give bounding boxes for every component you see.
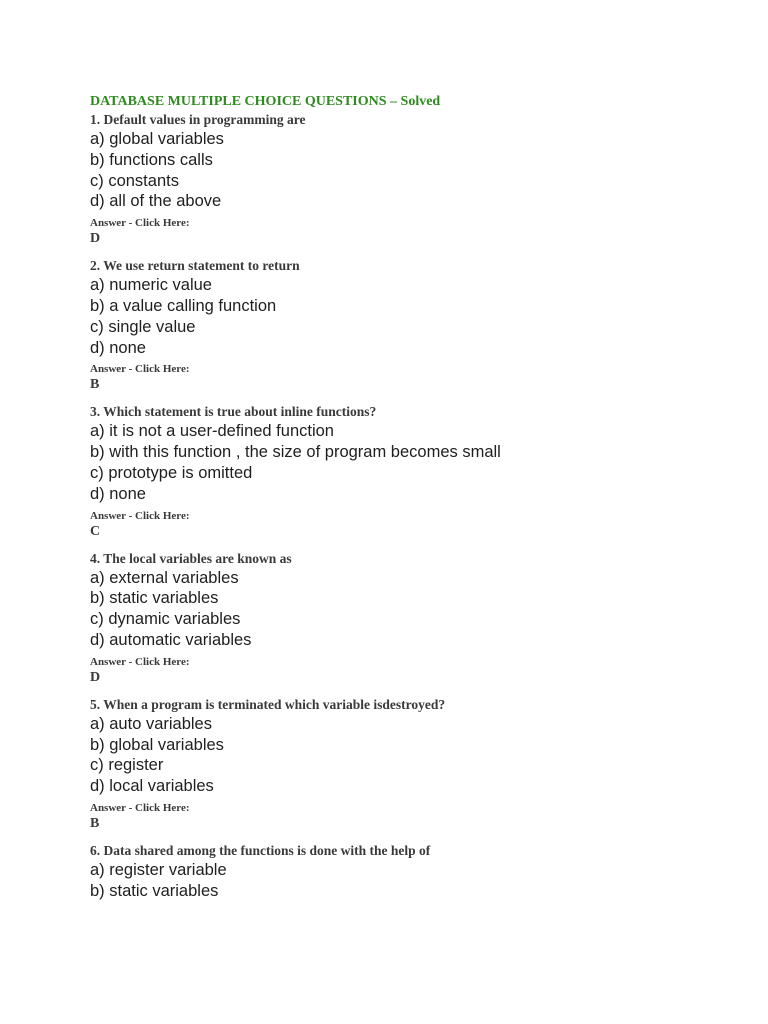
question-text: 4. The local variables are known as [90, 550, 292, 566]
question-text: 2. We use return statement to return [90, 258, 300, 274]
option-b: b) static variables [90, 589, 219, 608]
option-b: b) global variables [90, 735, 224, 754]
question-text: 6. Data shared among the functions is done with the help of [90, 842, 431, 858]
question-4 [90, 550, 730, 687]
spacer [90, 687, 730, 696]
option-a: a) register variable [90, 860, 227, 879]
answer-value: D [90, 669, 101, 685]
answer-value: C [90, 523, 101, 539]
spacer [90, 833, 730, 842]
answer-link[interactable]: Answer - Click Here: [90, 801, 190, 814]
option-d: d) none [90, 338, 146, 357]
answer-link[interactable]: Answer - Click Here: [90, 509, 190, 522]
question-text: 3. Which statement is true about inline functions? [90, 404, 377, 420]
question-text: 1. Default values in programming are [90, 112, 306, 127]
spacer [90, 394, 730, 403]
option-list [90, 275, 730, 358]
question-2 [90, 257, 730, 394]
option-b: b) with this function , the size of program becomes small [90, 443, 501, 462]
answer-value: B [90, 815, 100, 831]
option-d: d) automatic variables [90, 630, 252, 649]
option-c: c) dynamic variables [90, 610, 241, 629]
option-a: a) it is not a user-defined function [90, 422, 334, 441]
answer-link[interactable]: Answer - Click Here: [90, 217, 190, 230]
question-5 [90, 696, 730, 833]
document-page [90, 92, 730, 902]
question-1 [90, 111, 730, 248]
option-b: b) static variables [90, 881, 219, 900]
spacer [90, 248, 730, 257]
question-6 [90, 842, 730, 902]
option-c: c) prototype is omitted [90, 463, 253, 482]
option-list [90, 860, 730, 902]
option-d: d) none [90, 484, 146, 503]
option-b: b) a value calling function [90, 296, 277, 315]
option-list [90, 568, 730, 651]
option-list [90, 421, 730, 504]
answer-value: B [90, 377, 100, 393]
option-c: c) register [90, 756, 164, 775]
answer-link[interactable]: Answer - Click Here: [90, 363, 190, 376]
option-list [90, 714, 730, 797]
option-a: a) external variables [90, 568, 239, 587]
question-text: 5. When a program is terminated which variable isdestroyed? [90, 696, 446, 712]
document-title: DATABASE MULTIPLE CHOICE QUESTIONS – Solved [90, 94, 441, 109]
option-c: c) constants [90, 171, 179, 190]
option-a: a) auto variables [90, 714, 212, 733]
option-a: a) numeric value [90, 276, 212, 295]
question-3 [90, 403, 730, 540]
option-d: d) local variables [90, 777, 214, 796]
option-d: d) all of the above [90, 192, 222, 211]
answer-link[interactable]: Answer - Click Here: [90, 655, 190, 668]
option-c: c) single value [90, 317, 196, 336]
option-b: b) functions calls [90, 150, 213, 169]
option-list [90, 129, 730, 212]
answer-value: D [90, 231, 101, 247]
spacer [90, 541, 730, 550]
option-a: a) global variables [90, 130, 224, 148]
